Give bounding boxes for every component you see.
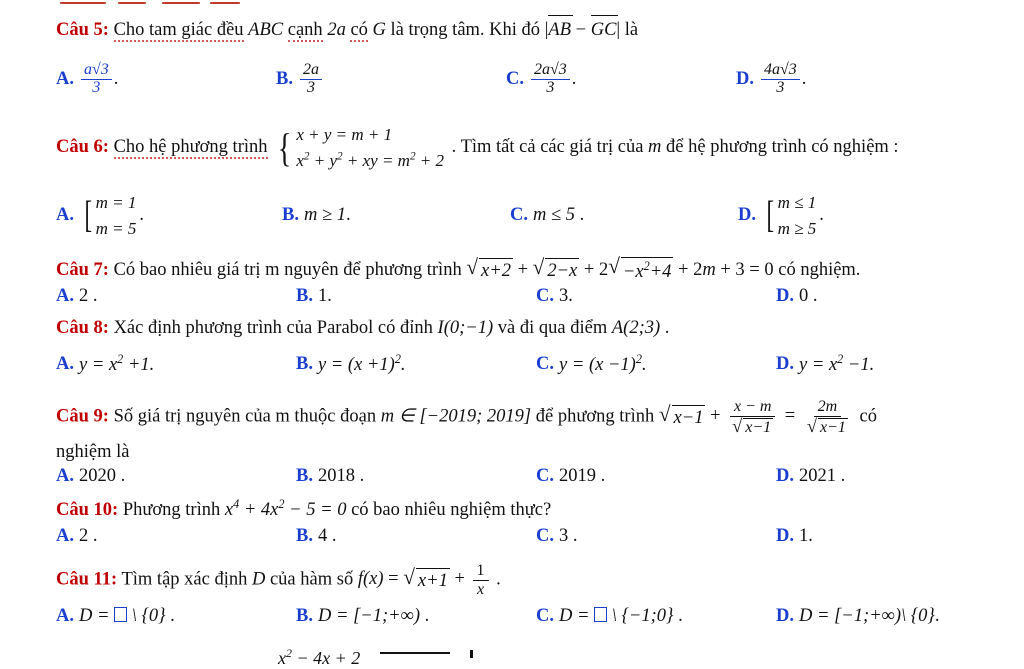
option-c[interactable]	[536, 286, 776, 307]
question-label: Câu 6:	[56, 136, 109, 157]
equation-expression: $x^4 + 4x^2 - 5 = 0$	[224, 497, 347, 521]
option-value: $y = x^2 -1$.	[799, 352, 875, 376]
option-trail: .	[359, 466, 365, 486]
option-value: 2	[79, 526, 89, 546]
option-value: 2019	[559, 466, 596, 486]
option-value: $y = (x +1)^2$.	[317, 352, 406, 376]
option-value: m ≤ 5	[533, 205, 576, 225]
option-trail: .	[92, 286, 98, 306]
option-letter: A.	[56, 286, 74, 306]
fraction-b	[300, 62, 322, 97]
option-letter: D.	[736, 68, 754, 89]
option-letter: C.	[536, 606, 554, 626]
frac-den: 3	[306, 78, 315, 96]
text-canh: cạnh	[287, 20, 323, 40]
question-text-end: có	[859, 406, 877, 427]
question-text: Cho hệ phương trình	[113, 136, 268, 157]
case-row-1: m ≤ 1	[777, 193, 817, 212]
option-trail: .	[812, 286, 818, 306]
bottom-cut-expression: $x^2 - 4x + 2$	[278, 646, 361, 668]
option-value: $y = (x -1)^2$.	[559, 352, 647, 376]
cau10-options	[56, 526, 1016, 547]
equation-expression: √ x−1 + x − m √ x−1 = 2m √ x−1	[658, 398, 846, 436]
option-d[interactable]	[736, 62, 966, 97]
option-a[interactable]	[56, 62, 276, 97]
option-letter: B.	[296, 353, 313, 374]
option-c[interactable]	[506, 62, 736, 97]
question-text-2: của hàm số	[269, 569, 354, 590]
system-row-1: x + y = m + 1	[296, 125, 393, 144]
option-trail: .	[808, 526, 813, 546]
option-value: 2021	[799, 466, 836, 486]
cau5-options	[56, 62, 1006, 97]
page-top-cut-marks	[0, 0, 1024, 8]
option-b[interactable]	[276, 62, 506, 97]
option-d[interactable]	[776, 606, 1016, 627]
case-bracket: [ m = 1 m = 5	[82, 190, 136, 241]
option-trail: .	[139, 205, 145, 225]
case-row-2: m ≥ 5	[777, 218, 817, 238]
cut-mark	[162, 2, 200, 4]
option-c[interactable]	[536, 606, 776, 627]
option-letter: A.	[56, 606, 74, 626]
option-trail: .	[331, 526, 337, 546]
option-letter: B.	[296, 526, 313, 546]
option-letter: A.	[56, 466, 74, 486]
bottom-cut-rule	[380, 652, 450, 654]
option-letter: B.	[296, 286, 313, 306]
question-text: Phương trình	[122, 500, 221, 521]
question-text-2: và đi qua điểm	[497, 318, 608, 338]
question-label: Câu 11:	[56, 569, 118, 590]
option-value: D = [−1;+∞)	[317, 606, 420, 626]
option-b[interactable]	[296, 526, 536, 547]
option-letter: D.	[776, 286, 794, 306]
question-text: Tìm tập xác định	[121, 569, 248, 590]
frac-num: a√3	[84, 61, 109, 78]
option-b[interactable]	[296, 606, 536, 627]
option-letter: A.	[56, 205, 74, 225]
cau9-line2	[56, 440, 129, 465]
option-value: 4	[317, 526, 328, 546]
option-c[interactable]	[536, 466, 776, 487]
question-label: Câu 9:	[56, 406, 109, 427]
question-label: Câu 10:	[56, 500, 119, 521]
option-a[interactable]	[56, 190, 282, 241]
equation-system: { x + y = m + 1 $x^2 + y^2$ + xy = $m^2 + 2$	[275, 122, 444, 173]
cau6-options	[56, 190, 1016, 241]
option-d[interactable]	[776, 526, 1016, 547]
option-letter: B.	[296, 466, 313, 486]
question-text-end: có nghiệm.	[778, 259, 861, 280]
fraction-a	[81, 62, 112, 97]
cut-mark	[118, 2, 146, 4]
option-d[interactable]	[776, 286, 1016, 307]
text-co: có	[350, 20, 368, 40]
question-cau5	[56, 18, 1006, 43]
option-b[interactable]	[282, 190, 510, 241]
set-symbol-box	[114, 607, 127, 622]
vector-expression: |AB − GC|	[545, 20, 620, 40]
option-letter: C.	[536, 286, 554, 306]
option-trail: .	[345, 205, 351, 225]
question-text-end: .	[496, 569, 501, 590]
option-d[interactable]	[738, 190, 966, 241]
set-symbol-box	[594, 607, 607, 622]
frac-den: 3	[776, 78, 785, 96]
cau9-options	[56, 466, 1016, 487]
value-2a: 2a	[327, 20, 346, 40]
option-trail: .	[568, 286, 573, 306]
option-letter: D.	[738, 205, 756, 225]
option-value: 3	[559, 526, 569, 546]
option-letter: D.	[776, 466, 794, 486]
question-label: Câu 5:	[56, 20, 109, 40]
option-value: 0	[799, 286, 809, 306]
option-letter: C.	[536, 466, 554, 486]
vertex-i: I(0;−1)	[437, 318, 494, 338]
question-cau7	[56, 256, 1016, 285]
frac-den: 3	[546, 78, 555, 96]
option-value: 1	[317, 286, 328, 306]
option-trail: .	[840, 466, 846, 486]
question-text-2: . Tìm tất cả các giá trị của	[451, 136, 644, 157]
option-trail: .	[934, 606, 940, 626]
case-row-1: m = 1	[95, 193, 137, 212]
option-trail: .	[572, 526, 578, 546]
question-cau9	[56, 398, 1016, 436]
option-letter: C.	[510, 205, 528, 225]
fraction-d	[761, 62, 800, 97]
option-trail: .	[819, 205, 824, 225]
question-cau11	[56, 562, 1016, 598]
option-trail: .	[113, 68, 119, 89]
option-value: 2020	[79, 466, 116, 486]
var-m: m	[648, 136, 662, 157]
point-a: A(2;3)	[611, 318, 661, 338]
text-trongtam: là trọng tâm. Khi đó	[390, 20, 541, 40]
option-trail: .	[92, 526, 98, 546]
domain-d: D	[251, 569, 266, 590]
cau11-options	[56, 606, 1016, 627]
option-value: 1	[799, 526, 809, 546]
option-value: m ≥ 1	[303, 205, 346, 225]
option-letter: C.	[506, 68, 524, 89]
option-letter: D.	[776, 606, 794, 626]
option-value: 2018	[317, 466, 355, 486]
option-trail: .	[600, 466, 606, 486]
option-a[interactable]	[56, 466, 296, 487]
frac-den: 3	[92, 78, 101, 96]
fraction-c	[531, 62, 570, 97]
frac-num: 2a	[300, 62, 322, 80]
cut-mark	[210, 2, 240, 4]
point-g: G	[372, 20, 386, 40]
text-la: là	[624, 20, 639, 40]
option-letter: C.	[536, 526, 554, 546]
option-a[interactable]	[56, 352, 296, 376]
question-cau8	[56, 316, 1016, 341]
question-text-2: để phương trình	[535, 406, 655, 427]
option-trail: .	[801, 68, 807, 89]
question-text: Số giá trị nguyên của m thuộc đoạn	[113, 406, 377, 427]
question-label: Câu 7:	[56, 259, 109, 280]
option-letter: D.	[776, 353, 794, 374]
question-text-3: để hệ phương trình có nghiệm :	[666, 136, 899, 157]
option-trail: .	[120, 466, 126, 486]
option-letter: C.	[536, 353, 554, 374]
question-text-end: có bao nhiêu nghiệm thực?	[351, 500, 552, 521]
option-value: D = \ {−1;0}	[559, 606, 674, 626]
system-row-2: $x^2 + y^2$ + xy = $m^2 + 2$	[296, 149, 445, 170]
option-trail: .	[678, 606, 683, 626]
option-b[interactable]	[296, 286, 536, 307]
question-text-line2: nghiệm là	[56, 442, 130, 462]
question-text: Cho tam giác đều	[113, 20, 244, 40]
question-text-end: .	[664, 318, 670, 338]
interval-expression: m ∈ [−2019; 2019]	[380, 406, 532, 427]
option-a[interactable]	[56, 286, 296, 307]
option-value: $y = x^2 +1$.	[79, 352, 155, 376]
option-value: 2	[79, 286, 89, 306]
option-b[interactable]	[296, 466, 536, 487]
option-letter: B.	[276, 68, 293, 89]
option-a[interactable]	[56, 526, 296, 547]
option-letter: A.	[56, 526, 74, 546]
triangle-abc: ABC	[248, 20, 284, 40]
option-trail: .	[327, 286, 332, 306]
cau8-options	[56, 352, 1016, 376]
option-letter: B.	[282, 205, 299, 225]
option-trail: .	[170, 606, 175, 626]
option-trail: .	[424, 606, 430, 626]
case-bracket: [ m ≤ 1 m ≥ 5	[764, 190, 816, 241]
cau7-options	[56, 286, 1016, 307]
option-trail: .	[579, 205, 585, 225]
option-trail: .	[571, 68, 577, 89]
option-c[interactable]	[510, 190, 738, 241]
option-a[interactable]	[56, 606, 296, 627]
option-letter: B.	[296, 606, 313, 626]
option-b[interactable]	[296, 352, 536, 376]
question-label: Câu 8:	[56, 318, 109, 338]
option-c[interactable]	[536, 526, 776, 547]
option-value: D = [−1;+∞)\ {0}	[799, 606, 935, 626]
option-d[interactable]	[776, 352, 1016, 376]
question-cau6	[56, 122, 1016, 173]
option-letter: A.	[56, 68, 74, 89]
question-cau10	[56, 496, 1016, 523]
option-value: D = \ {0}	[79, 606, 166, 626]
question-text: Có bao nhiêu giá trị m nguyên để phương trình	[113, 259, 462, 280]
question-text: Xác định phương trình của Parabol có đỉnh	[113, 318, 433, 338]
function-expression: f(x) = √ x+1 + $\frac{1}{x}$	[358, 569, 496, 589]
option-letter: A.	[56, 353, 74, 374]
option-c[interactable]	[536, 352, 776, 376]
frac-num: 4a√3	[761, 62, 800, 80]
case-row-2: m = 5	[95, 218, 137, 238]
option-letter: D.	[776, 526, 794, 546]
bottom-cut-mark	[470, 650, 473, 658]
option-value: 3	[559, 286, 569, 306]
cut-mark	[60, 2, 106, 4]
frac-num: 2a√3	[531, 62, 570, 80]
option-d[interactable]	[776, 466, 1016, 487]
equation-expression: √ x+2 + √ 2−x + 2 √ $-x^2+4$ + 2m + 3 = 0	[466, 260, 778, 280]
